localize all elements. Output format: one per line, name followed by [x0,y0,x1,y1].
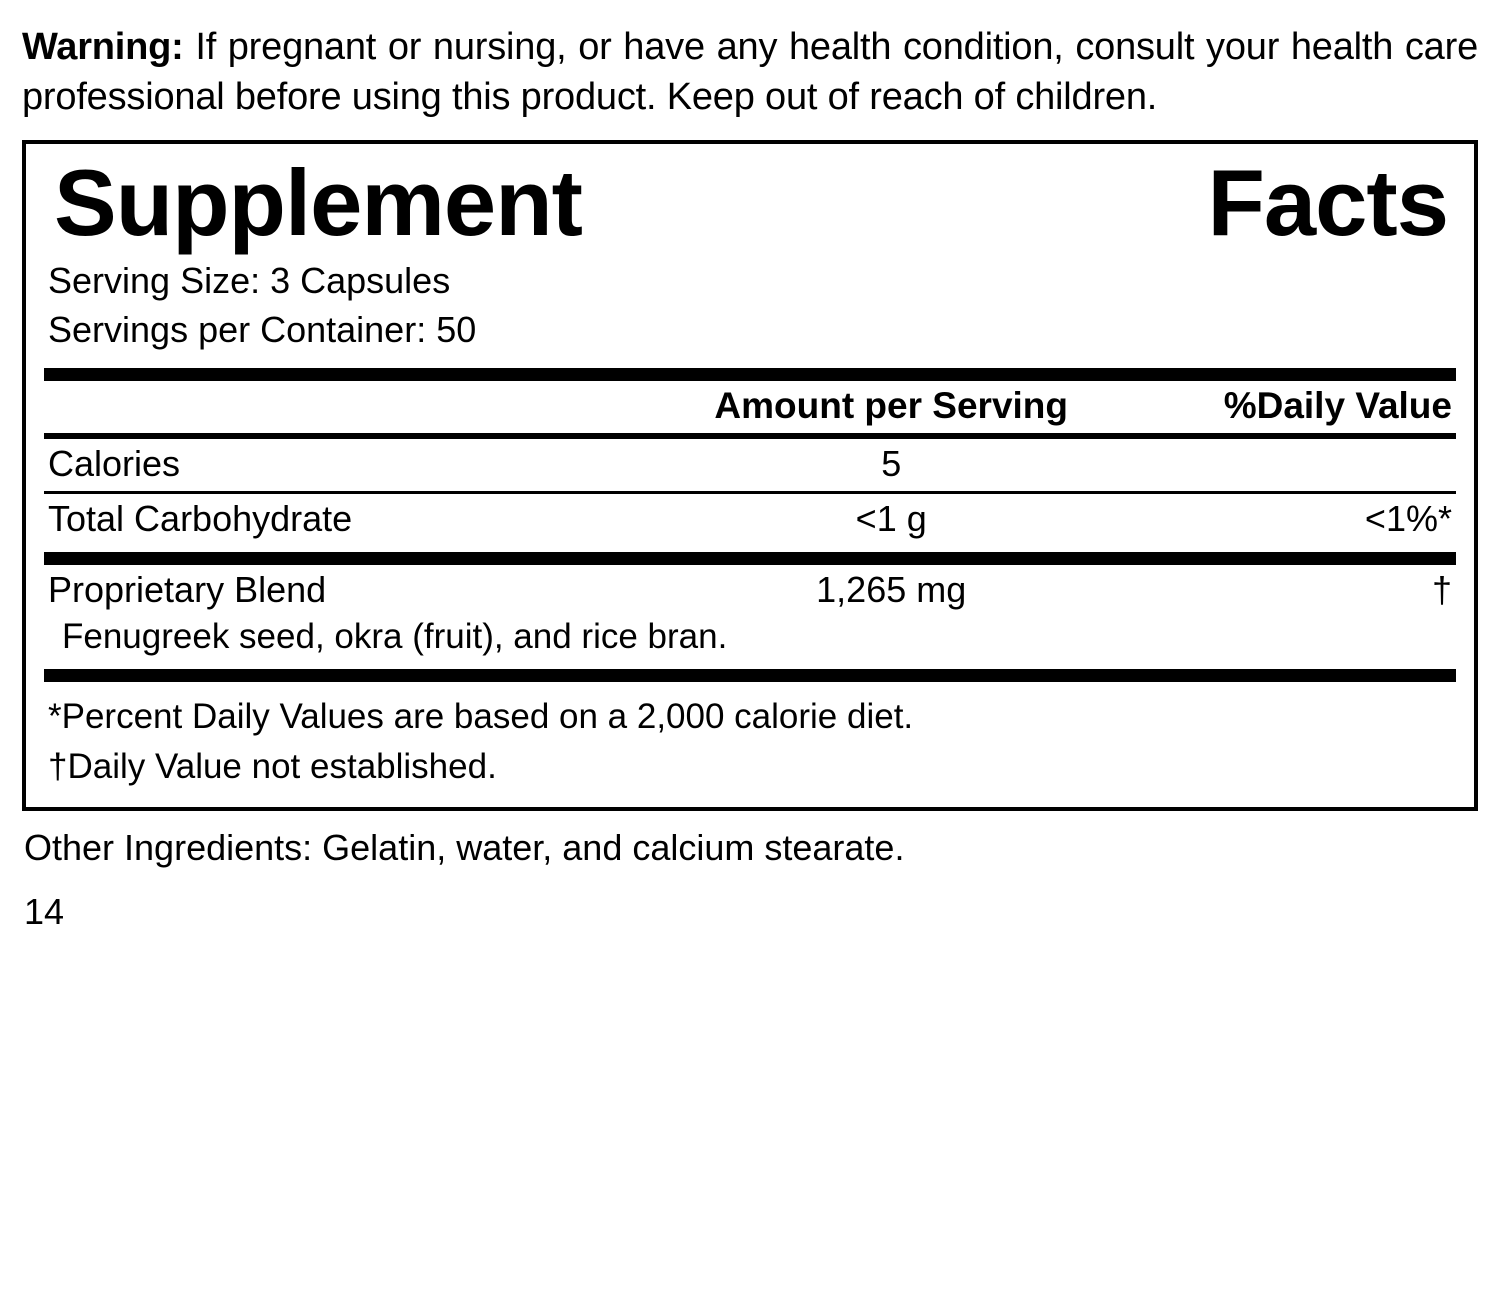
title-word-facts: Facts [1207,150,1448,256]
divider-thick-top [44,368,1456,381]
header-nutrient [44,381,651,433]
supplement-facts-panel [22,140,1478,811]
warning-text: If pregnant or nursing, or have any health condition, consult your health care professional before using this product. Keep out of reach of children. [22,26,1478,119]
blend-description: Fenugreek seed, okra (fruit), and rice bran. [62,617,728,657]
other-ingredients: Other Ingredients: Gelatin, water, and calcium stearate. [24,827,905,869]
header-daily-value: %Daily Value [1223,385,1452,427]
proprietary-blend-row [44,565,1456,617]
page-number: 14 [24,891,65,933]
blend-amount: 1,265 mg [816,569,967,611]
footnote-daily-value-not-established: †Daily Value not established. [48,746,497,786]
warning-label: Warning: [22,26,184,68]
nutrition-table [44,381,1456,433]
divider-above-blend [44,552,1456,565]
row-total-carbohydrate-name: Total Carbohydrate [48,498,353,540]
blend-name: Proprietary Blend [48,569,327,611]
title-word-supplement: Supplement [54,150,582,256]
header-amount-per-serving: Amount per Serving [714,385,1069,427]
row-total-carbohydrate-dv: <1%* [1364,498,1452,540]
row-total-carbohydrate-amount: <1 g [855,498,927,540]
table-header-row [44,381,1456,433]
row-calories-name: Calories [48,443,181,485]
row-calories-dv [1131,439,1456,491]
row-calories-amount: 5 [881,443,902,485]
footnote-percent-daily-value: *Percent Daily Values are based on a 2,000 calorie diet. [48,697,914,737]
supplement-facts-title [44,152,1456,257]
table-row [44,565,1456,617]
table-row [44,439,1456,491]
servings-per-container: Servings per Container: 50 [48,308,477,350]
table-row [44,494,1456,546]
warning-paragraph [22,22,1478,122]
footnotes [44,682,1456,791]
blend-dv: † [1431,569,1452,611]
nutrient-rows [44,439,1456,491]
divider-above-footnotes [44,669,1456,682]
serving-size: Serving Size: 3 Capsules [48,260,451,301]
nutrient-rows-2 [44,494,1456,546]
